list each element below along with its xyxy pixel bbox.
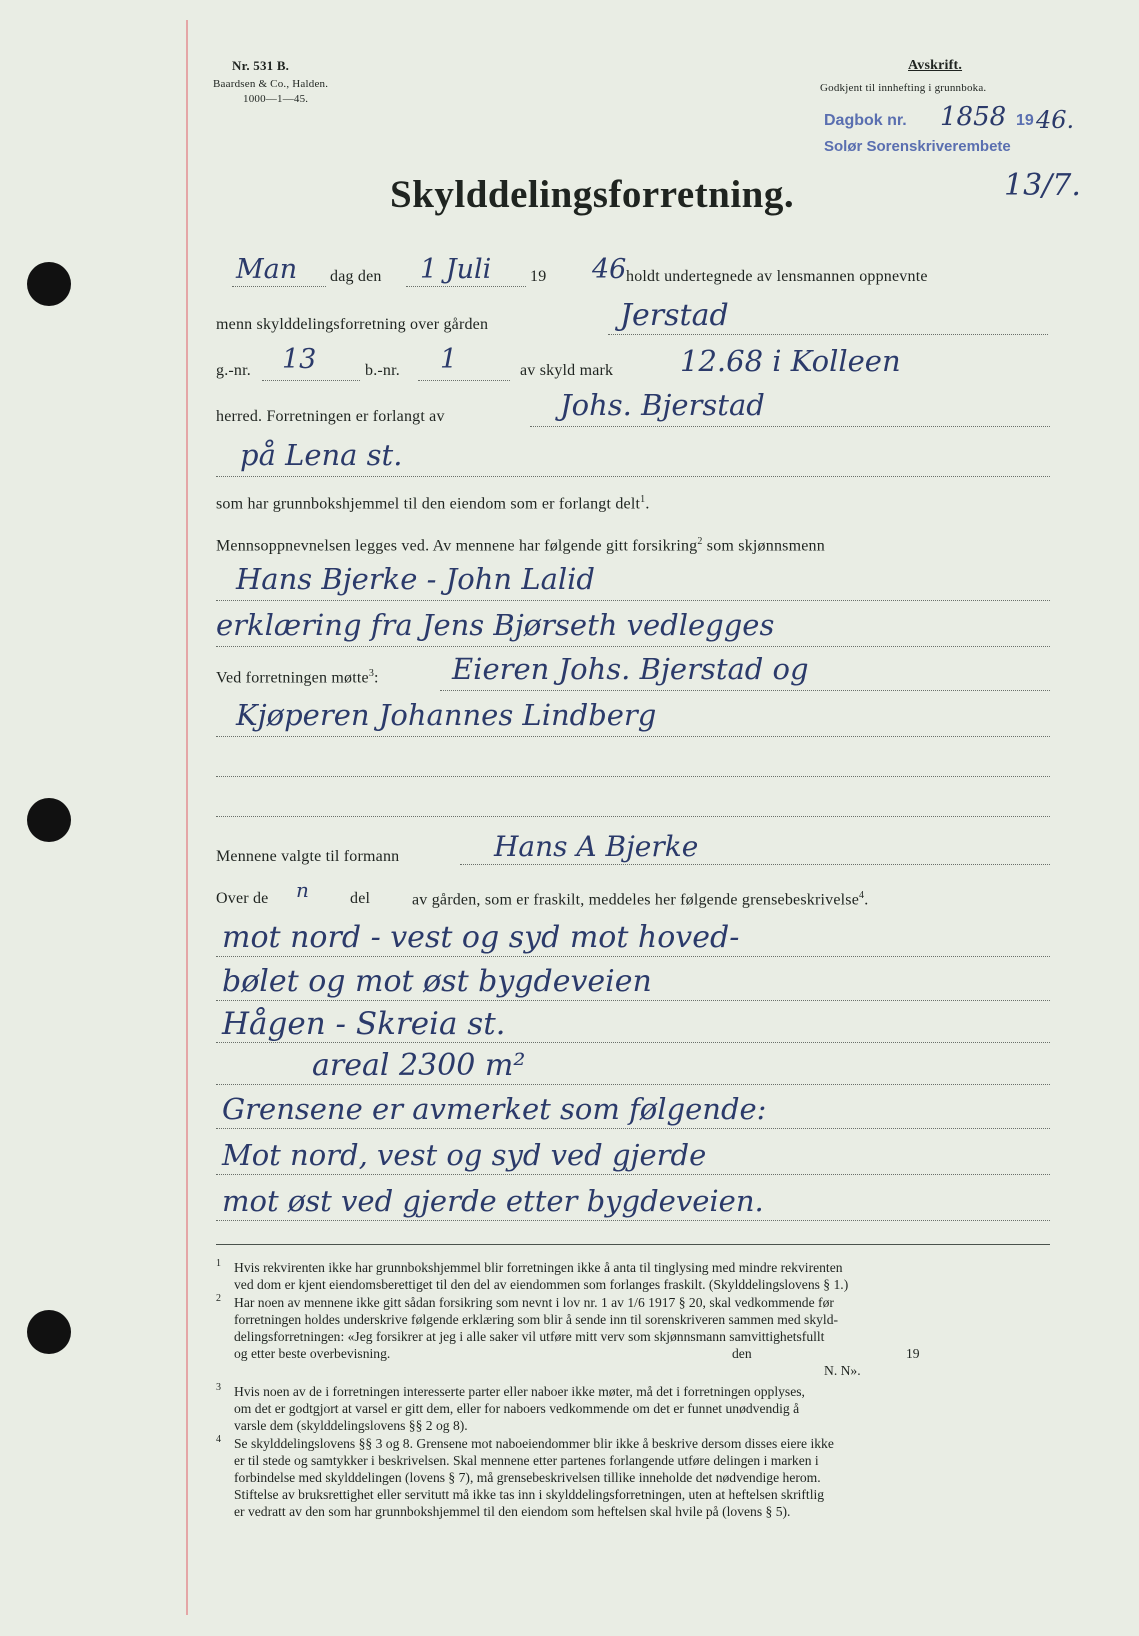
formann-rule <box>460 864 1050 865</box>
mennsopp-text <box>216 536 825 555</box>
date-value: 1 Juli <box>420 254 492 285</box>
blank-rule-2 <box>216 816 1050 817</box>
weekday: Man <box>236 254 298 285</box>
attendee-2: Kjøperen Johannes Lindberg <box>236 698 657 732</box>
footnote-2-signature: N. N». <box>824 1363 861 1378</box>
farm-name: Jerstad <box>620 298 729 333</box>
boundary-rule-3 <box>216 1042 1050 1043</box>
del-label: del <box>350 890 371 907</box>
punch-hole-top <box>27 262 71 306</box>
boundary-line-7: mot øst ved gjerde etter bygdeveien. <box>222 1184 764 1218</box>
men-line-1-rule <box>216 600 1050 601</box>
requester-line <box>530 426 1050 427</box>
stamp-office: Solør Sorenskriverembete <box>824 138 1011 155</box>
attendee-1: Eieren Johs. Bjerstad og <box>452 652 809 686</box>
footnote-2-line-3: delingsforretningen: «Jeg forsikrer at jeg i alle saker vil utføre mitt verv som skjønnsmann samvittighetsfullt <box>234 1329 825 1344</box>
footnote-4-line-5: er vedratt av den som har grunnbokshjemmel til den eiendom som heftelsen skal hvile på (lovens § 5). <box>234 1504 791 1519</box>
dagbok-number: 1858 <box>940 102 1007 132</box>
gnr-line <box>262 380 360 381</box>
stamp-date-note: 13/7. <box>1004 168 1081 203</box>
grense-end: . <box>864 891 869 909</box>
footnote-separator <box>216 1244 1050 1245</box>
year-prefix: 19 <box>530 268 547 285</box>
footnote-ref-2: 2 <box>697 536 703 547</box>
footnote-4-line-2: er til stede og samtykker i beskrivelsen. Skal mennene etter partenes forlangende utføre delingen i marken i <box>234 1453 819 1468</box>
boundary-rule-2 <box>216 1000 1050 1001</box>
attendee-2-rule <box>216 736 1050 737</box>
line1-rest: holdt undertegnede av lensmannen oppnevnte <box>626 268 928 285</box>
bnr-value: 1 <box>440 344 458 375</box>
gnr-label: g.-nr. <box>216 362 251 379</box>
form-number: Nr. 531 B. <box>232 58 290 73</box>
line2-label: menn skylddelingsforretning over gården <box>216 316 489 333</box>
boundary-rule-6 <box>216 1174 1050 1175</box>
bnr-line <box>418 380 510 381</box>
men-line-2: erklæring fra Jens Bjørseth vedlegges <box>216 608 775 642</box>
boundary-line-5: Grensene er avmerket som følgende: <box>222 1092 767 1126</box>
footnote-4-line-3: forbindelse med skylddelingen (lovens § 7), må grensebeskrivelsen tillike inneholde det nødvendige herom. <box>234 1470 821 1485</box>
weekday-line <box>232 286 326 287</box>
footnote-ref-1: 1 <box>640 494 646 505</box>
blank-rule-1 <box>216 776 1050 777</box>
footnote-2-year: 19 <box>906 1346 920 1361</box>
footnote-2-line-1: Har noen av mennene ikke gitt sådan forsikring som nevnt i lov nr. 1 av 1/6 1917 § 20, skal vedkommende før <box>234 1295 834 1310</box>
mennsopp-label-b: som skjønnsmenn <box>706 537 825 555</box>
area-value: areal 2300 m² <box>312 1048 526 1083</box>
farm-line <box>608 334 1048 335</box>
bnr-label: b.-nr. <box>365 362 400 379</box>
page-title: Skylddelingsforretning. <box>390 173 795 216</box>
mote-text: Ved forretningen møtte$^3$: <box>216 668 379 687</box>
footnote-2-den: den <box>732 1346 752 1361</box>
formann-label: Mennene valgte til formann <box>216 848 400 865</box>
boundary-rule-7 <box>216 1220 1050 1221</box>
boundary-rule-5 <box>216 1128 1050 1129</box>
formann-name: Hans A Bjerke <box>494 830 699 863</box>
gnr-value: 13 <box>282 344 317 375</box>
over-de-label: Over de <box>216 890 269 907</box>
printer-name: Baardsen & Co., Halden. <box>213 78 329 90</box>
punch-hole-middle <box>27 798 71 842</box>
footnote-3-line-2: om det er godtgjort at varsel er gitt dem, eller for naboers vedkommende om det er funnet unødvendig å <box>234 1401 800 1416</box>
year-value: 46 <box>592 254 627 285</box>
boundary-line-1: mot nord - vest og syd mot hoved- <box>222 920 740 955</box>
footnote-4-line-1: Se skylddelingslovens §§ 3 og 8. Grensene mot naboeiendommer blir ikke å beskrive dersom disses eiere ikke <box>234 1436 834 1451</box>
margin-line <box>186 20 188 1615</box>
herred-label: herred. Forretningen er forlangt av <box>216 408 445 425</box>
dagbok-label: Dagbok nr. <box>824 112 907 129</box>
grense-label: av gården, som er fraskilt, meddeles her følgende grensebeskrivelse <box>412 891 860 909</box>
punch-hole-bottom <box>27 1310 71 1354</box>
print-run: 1000—1—45. <box>243 93 309 105</box>
boundary-line-3: Hågen - Skreia st. <box>222 1006 506 1042</box>
footnote-ref-3: 3 <box>368 668 375 679</box>
footnote-ref-4: 4 <box>859 890 865 901</box>
footnote-1-line-2: ved dom er kjent eiendomsberettiget til den del av eiendommen som forlanges fraskilt. (Skylddelingslovens § 1.) <box>234 1277 849 1292</box>
footnote-4-number: 4 <box>216 1434 221 1445</box>
grunnbok-text: som har grunnbokshjemmel til den eiendom som er forlangt delt$^1$. <box>216 494 650 513</box>
address-line <box>216 476 1050 477</box>
footnote-4-line-4: Stiftelse av bruksrettighet eller servitutt må ikke tas inn i skylddelingsforretningen, uten at heftelsen skriftlig <box>234 1487 825 1502</box>
over-de-hand: n <box>296 878 309 902</box>
men-line-2-rule <box>216 646 1050 647</box>
footnote-2-line-2: forretningen holdes underskrive følgende erklæring som blir å sende inn til sorenskriveren sammen med skyld- <box>234 1312 839 1327</box>
mennsopp-label: Mennsoppnevnelsen legges ved. Av mennene har følgende gitt forsikring <box>216 537 698 555</box>
attendee-1-rule <box>440 690 1050 691</box>
grunnbok-label: som har grunnbokshjemmel til den eiendom som er forlangt delt <box>216 495 641 513</box>
boundary-rule-4 <box>216 1084 1050 1085</box>
date-line <box>406 286 526 287</box>
skyld-value: 12.68 i Kolleen <box>680 344 901 378</box>
boundary-line-6: Mot nord, vest og syd ved gjerde <box>222 1138 707 1172</box>
stamp-year: 46. <box>1036 106 1075 134</box>
approval-note: Godkjent til innhefting i grunnboka. <box>820 82 987 94</box>
skyld-label: av skyld mark <box>520 362 614 379</box>
stamp-year-prefix: 19 <box>1016 112 1034 129</box>
men-line-1: Hans Bjerke - John Lalid <box>236 562 595 596</box>
footnote-2-number: 2 <box>216 1293 221 1304</box>
requester-address: på Lena st. <box>240 438 403 472</box>
requester: Johs. Bjerstad <box>560 388 765 422</box>
grense-text <box>412 890 868 909</box>
footnote-1-number: 1 <box>216 1258 221 1269</box>
footnote-3-line-3: varsle dem (skylddelingslovens §§ 2 og 8). <box>234 1418 468 1433</box>
copy-label: Avskrift. <box>908 58 963 73</box>
footnote-1-line-1: Hvis rekvirenten ikke har grunnbokshjemmel blir forretningen ikke å anta til tinglysing med mindre rekvirenten <box>234 1260 843 1275</box>
dagbok-stamp <box>824 112 907 130</box>
footnote-3-line-1: Hvis noen av de i forretningen interesserte parter eller naboer ikke møter, må det i forretningen opplyses, <box>234 1384 805 1399</box>
mote-label: Ved forretningen møtte <box>216 669 369 687</box>
boundary-rule-1 <box>216 956 1050 957</box>
footnote-3-number: 3 <box>216 1382 221 1393</box>
day-label: dag den <box>330 268 382 285</box>
footnote-2-line-4: og etter beste overbevisning. <box>234 1346 391 1361</box>
boundary-line-2: bølet og mot øst bygdeveien <box>222 964 652 999</box>
